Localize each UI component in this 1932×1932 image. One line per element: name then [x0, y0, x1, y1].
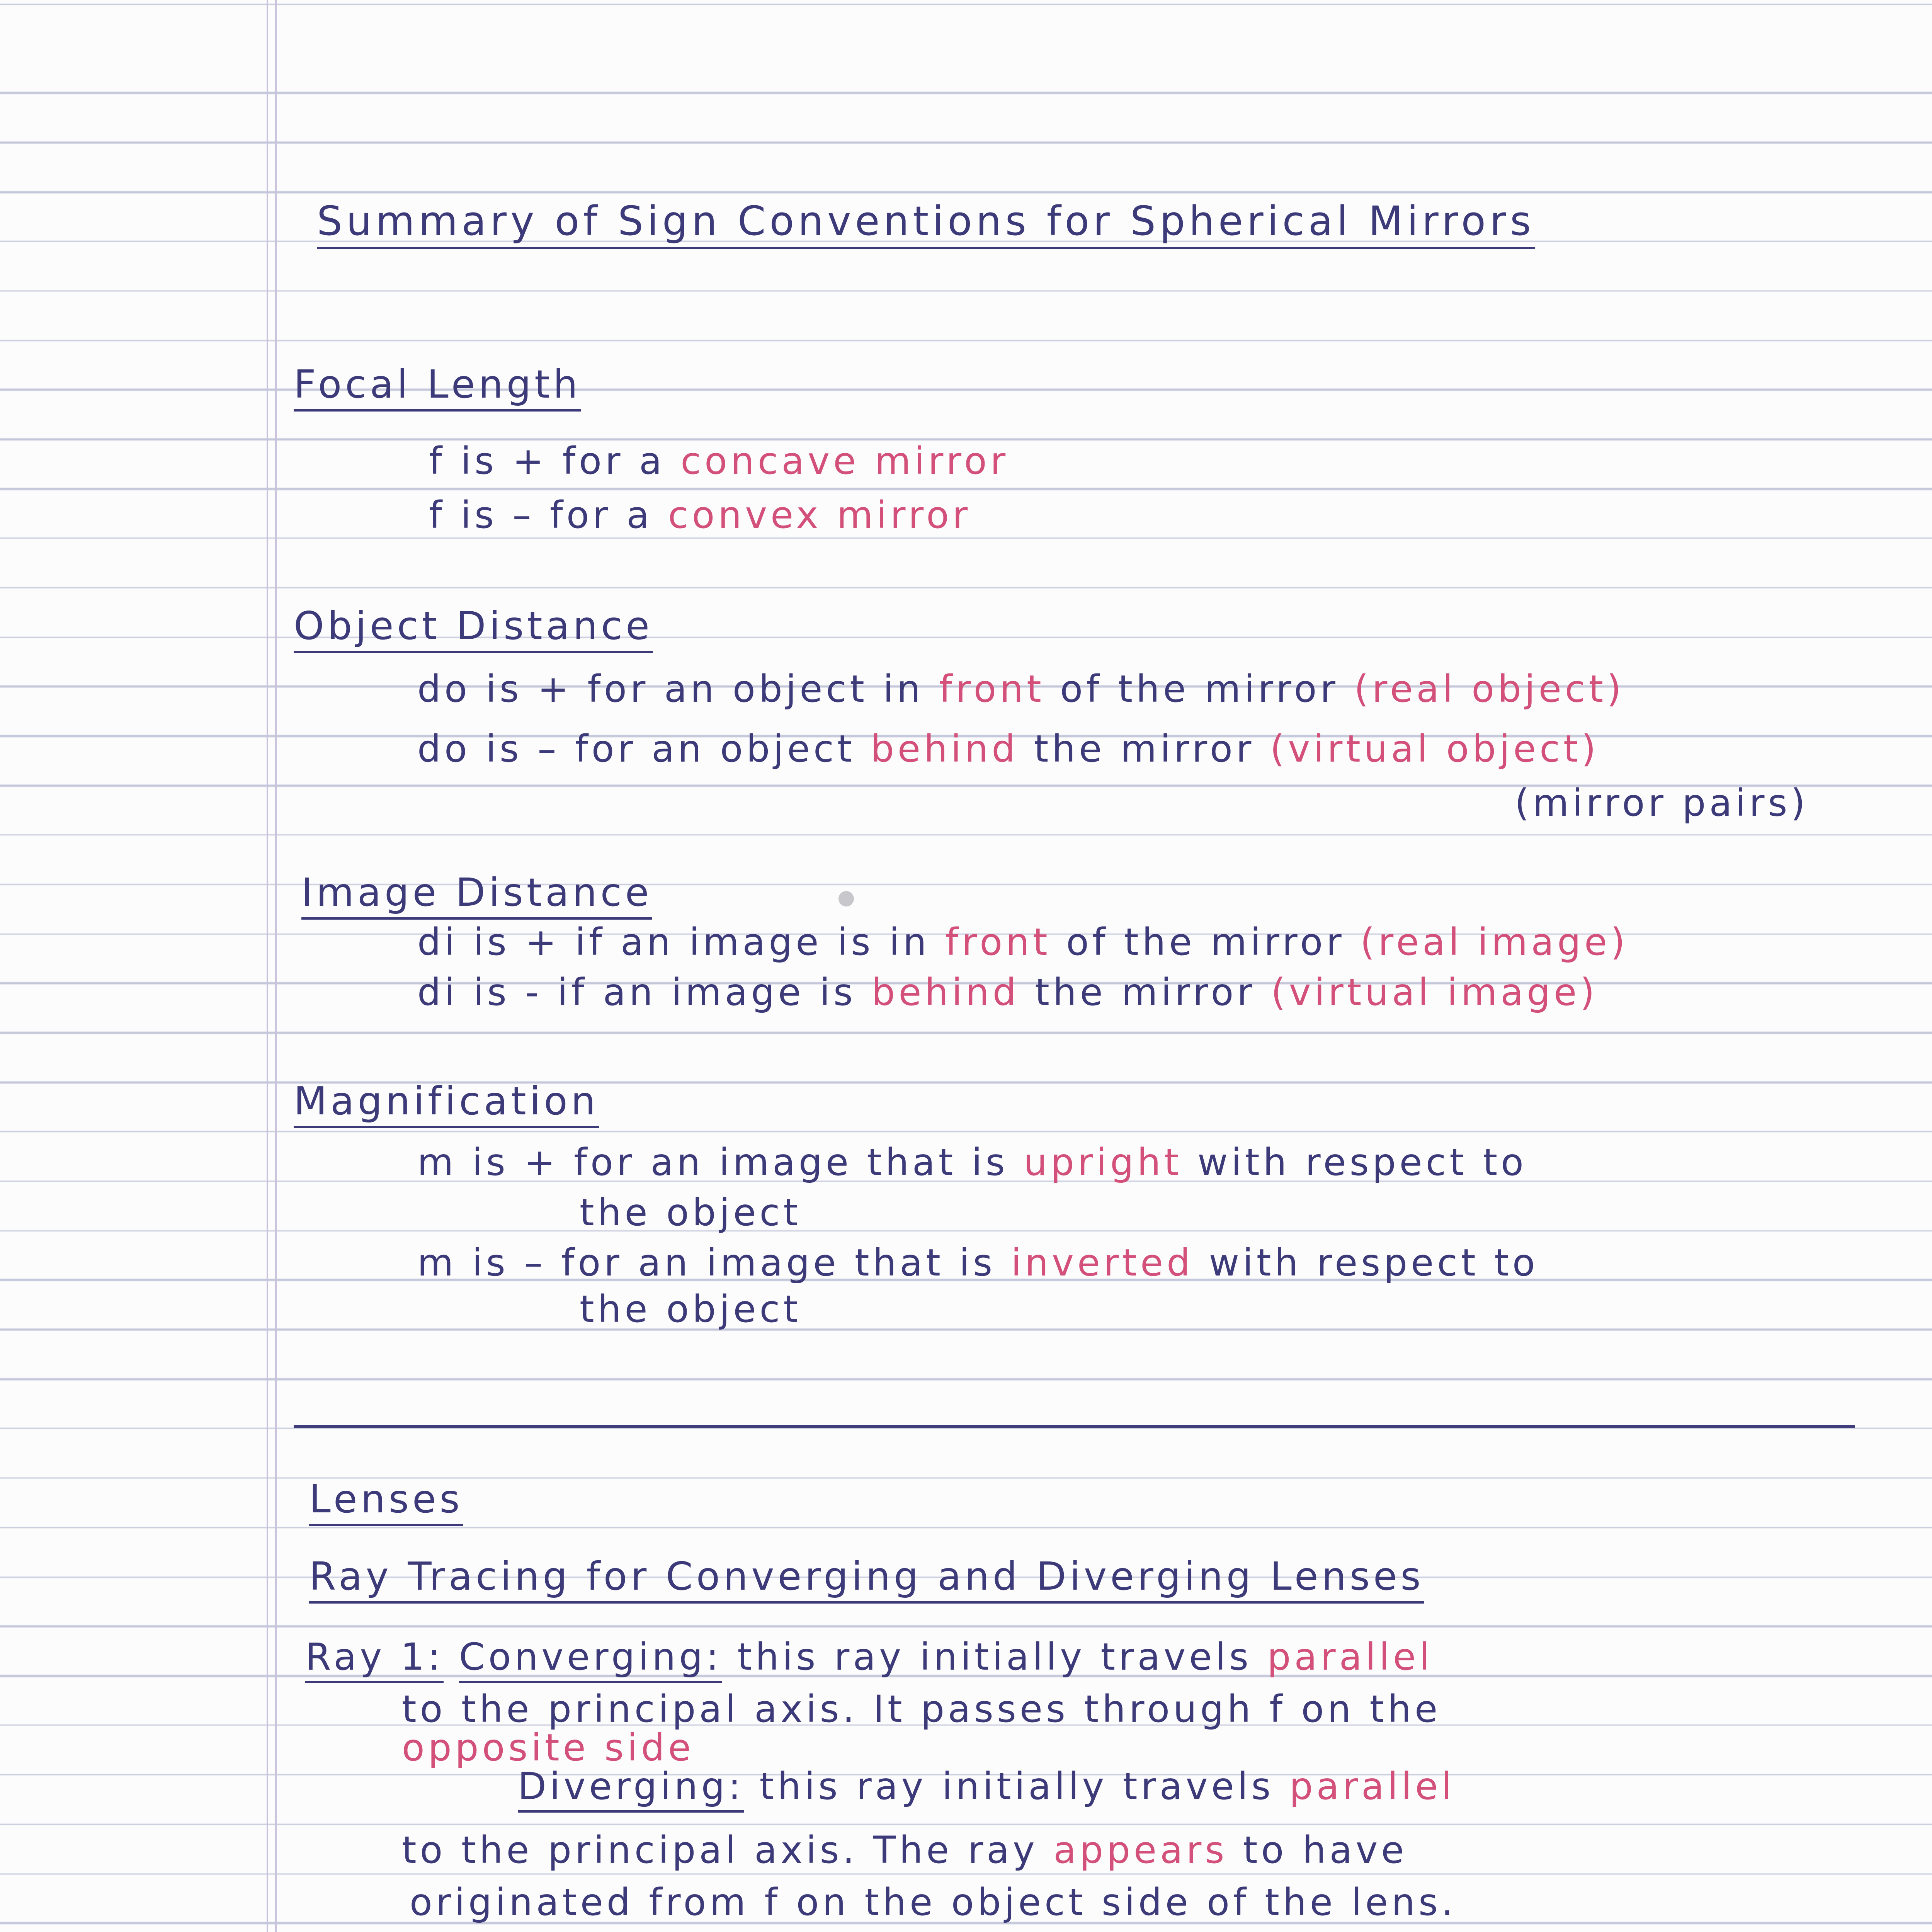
magnification-line-1: [417, 1141, 1527, 1184]
text-span: behind: [871, 971, 1020, 1014]
text-span: Magnification: [294, 1078, 599, 1128]
image-distance-line-1: [417, 920, 1629, 964]
margin-line: [267, 0, 268, 1932]
text-span: di is + if an image is in: [417, 920, 946, 964]
text-span: Summary of Sign Conventions for Spherical Mirrors: [317, 197, 1535, 249]
text-span: do is + for an object in: [417, 667, 939, 711]
text-span: Ray Tracing for Converging and Diverging Lenses: [309, 1554, 1424, 1604]
magnification-line-3: [417, 1241, 1539, 1284]
text-span: parallel: [1267, 1635, 1433, 1679]
text-span: Object Distance: [294, 603, 653, 653]
ray1-line-5: [402, 1828, 1408, 1872]
text-span: front: [945, 920, 1051, 964]
text-span: the mirror: [1019, 727, 1270, 770]
image-distance-line-2: [417, 971, 1598, 1014]
text-span: opposite side: [402, 1726, 694, 1769]
focal-length-line-1: [429, 439, 1009, 483]
ray1-line-6: [410, 1881, 1457, 1924]
magnification-line-4: [580, 1287, 801, 1331]
text-span: the object: [580, 1191, 801, 1234]
ray1-line-3: [402, 1726, 694, 1769]
text-span: originated from f on the object side of the lens.: [410, 1881, 1457, 1924]
text-span: behind: [870, 727, 1019, 770]
text-span: f is – for a: [429, 493, 668, 537]
text-span: Ray 1:: [305, 1635, 444, 1683]
object-distance-note: [1515, 781, 1809, 825]
section-divider: [294, 1425, 1855, 1428]
page-title: [317, 197, 1535, 245]
text-span: (real image): [1360, 920, 1629, 964]
text-span: (virtual image): [1271, 971, 1598, 1014]
text-span: f is + for a: [429, 439, 681, 483]
text-span: (mirror pairs): [1515, 781, 1809, 825]
object-distance-heading: [294, 603, 653, 648]
text-span: (real object): [1354, 667, 1625, 711]
text-span: di is - if an image is: [417, 971, 872, 1014]
text-span: front: [939, 667, 1045, 711]
text-span: to the principal axis. The ray: [402, 1828, 1054, 1872]
text-span: with respect to: [1182, 1141, 1527, 1184]
focal-length-heading: [294, 362, 581, 407]
image-distance-heading: [301, 870, 653, 915]
text-span: of the mirror: [1051, 920, 1361, 964]
text-span: the mirror: [1019, 971, 1271, 1014]
ray1-line-4: [518, 1765, 1455, 1808]
text-span: of the mirror: [1044, 667, 1354, 711]
text-span: do is – for an object: [417, 727, 871, 770]
text-span: with respect to: [1194, 1241, 1539, 1284]
margin-line: [275, 0, 277, 1932]
ray1-line-1: [305, 1635, 1433, 1679]
paper-smudge: [838, 891, 854, 906]
object-distance-line-1: [417, 667, 1625, 711]
lenses-heading: [309, 1476, 463, 1522]
text-span: Converging:: [459, 1635, 722, 1683]
text-span: Diverging:: [518, 1765, 744, 1813]
ray1-line-2: [402, 1687, 1441, 1731]
text-span: m is – for an image that is: [417, 1241, 1011, 1284]
text-span: this ray initially travels: [722, 1635, 1267, 1679]
text-span: to the principal axis. It passes through f on the: [402, 1687, 1441, 1731]
text-span: upright: [1024, 1141, 1182, 1184]
text-span: the object: [580, 1287, 801, 1331]
text-span: parallel: [1289, 1765, 1455, 1808]
text-span: inverted: [1011, 1241, 1194, 1284]
object-distance-line-2: [417, 727, 1600, 770]
text-span: Lenses: [309, 1476, 463, 1526]
focal-length-line-2: [429, 493, 971, 537]
ray-tracing-heading: [309, 1554, 1424, 1599]
text-span: concave mirror: [680, 439, 1009, 483]
magnification-heading: [294, 1078, 599, 1124]
text-span: this ray initially travels: [744, 1765, 1289, 1808]
text-span: Image Distance: [301, 870, 652, 920]
text-span: to have: [1228, 1828, 1408, 1872]
text-span: Focal Length: [294, 362, 581, 412]
magnification-line-2: [580, 1191, 801, 1234]
text-span: (virtual object): [1270, 727, 1600, 770]
text-span: convex mirror: [668, 493, 971, 537]
text-span: appears: [1053, 1828, 1228, 1872]
text-span: m is + for an image that is: [417, 1141, 1024, 1184]
